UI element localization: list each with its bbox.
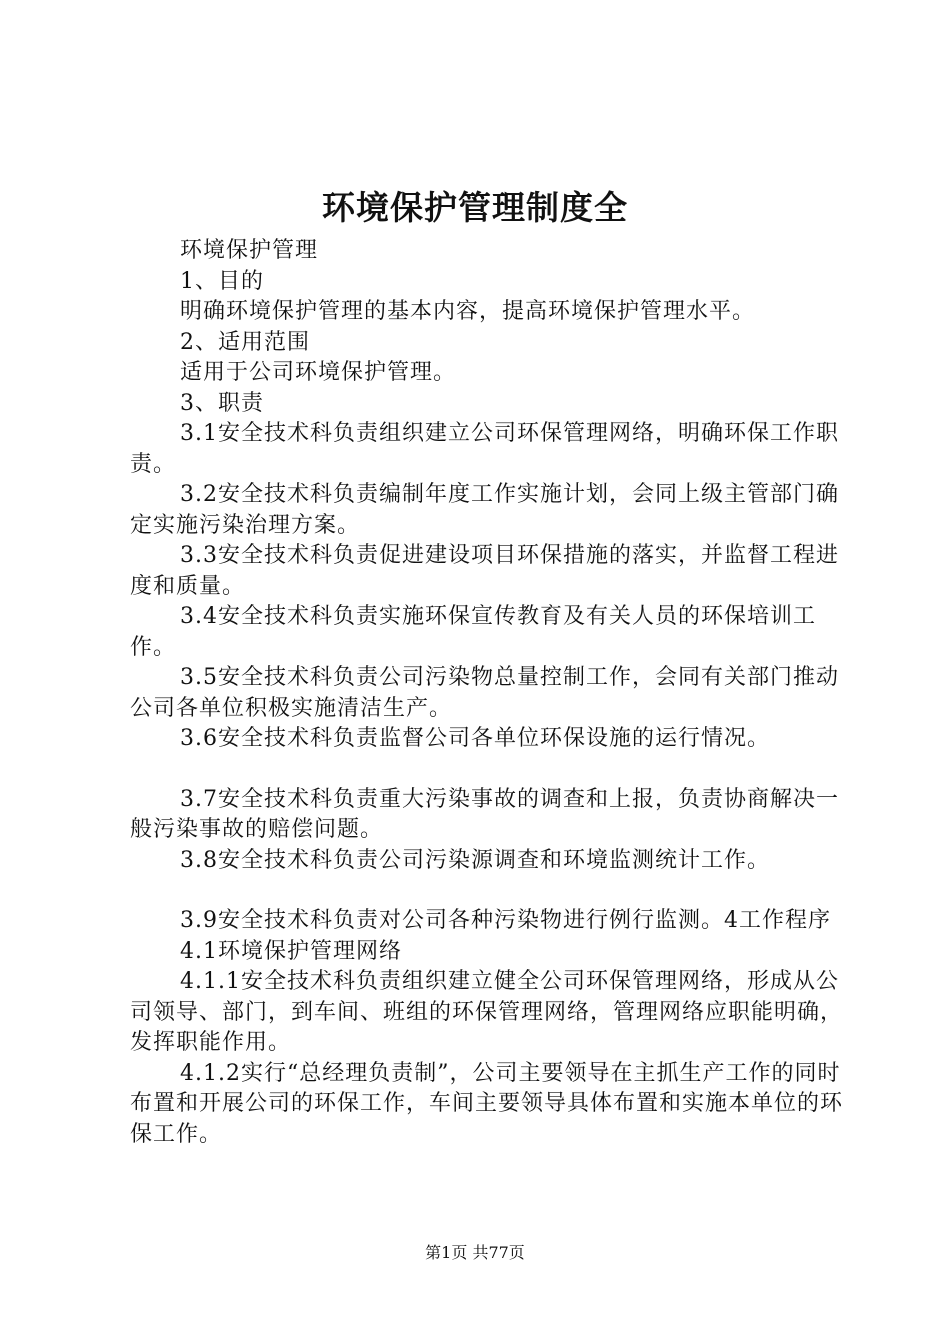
paragraph-duty-3-7: 3.7安全技术科负责重大污染事故的调查和上报，负责协商解决一般污染事故的赔偿问题。 bbox=[130, 786, 839, 842]
paragraph-scope: 适用于公司环境保护管理。 bbox=[180, 360, 457, 385]
paragraph-scope-heading: 2、适用范围 bbox=[180, 329, 310, 355]
paragraph-duty-3-5: 3.5安全技术科负责公司污染物总量控制工作，会同有关部门推动公司各单位积极实施清洁生产。 bbox=[130, 665, 839, 721]
paragraph-purpose-heading: 1、目的 bbox=[180, 268, 264, 294]
paragraph-network-4-1-1: 4.1.1安全技术科负责组织建立健全公司环保管理网络，形成从公司领导、部门，到车间、班组的环保管理网络，管理网络应职能明确，发挥职能作用。 bbox=[130, 969, 844, 1055]
page-number-footer: 第1页 共77页 bbox=[425, 1243, 525, 1262]
paragraph-purpose: 明确环境保护管理的基本内容，提高环境保护管理水平。 bbox=[180, 299, 756, 324]
paragraph-duty-3-2: 3.2安全技术科负责编制年度工作实施计划，会同上级主管部门确定实施污染治理方案。 bbox=[130, 482, 839, 538]
paragraph-duty-3-9: 3.9安全技术科负责对公司各种污染物进行例行监测。4工作程序 bbox=[180, 908, 831, 933]
paragraph-duty-3-3: 3.3安全技术科负责促进建设项目环保措施的落实，并监督工程进度和质量。 bbox=[130, 543, 839, 599]
paragraph-duty-3-1: 3.1安全技术科负责组织建立公司环保管理网络，明确环保工作职责。 bbox=[130, 421, 839, 477]
document-body bbox=[130, 236, 845, 1150]
paragraph-duty-3-6: 3.6安全技术科负责监督公司各单位环保设施的运行情况。 bbox=[180, 726, 770, 751]
paragraph-duty-3-4: 3.4安全技术科负责实施环保宣传教育及有关人员的环保培训工作。 bbox=[130, 604, 816, 660]
paragraph-duty-3-8: 3.8安全技术科负责公司污染源调查和环境监测统计工作。 bbox=[180, 847, 770, 873]
document-title: 环境保护管理制度全 bbox=[322, 188, 628, 227]
paragraph-network-4-1-2: 4.1.2实行“总经理负责制”，公司主要领导在主抓生产工作的同时布置和开展公司的环保工作，车间主要领导具体布置和实施本单位的环保工作。 bbox=[130, 1060, 844, 1147]
paragraph-section-heading: 环境保护管理 bbox=[180, 238, 319, 263]
paragraph-network-heading: 4.1环境保护管理网络 bbox=[180, 938, 402, 964]
paragraph-duties-heading: 3、职责 bbox=[180, 390, 264, 416]
